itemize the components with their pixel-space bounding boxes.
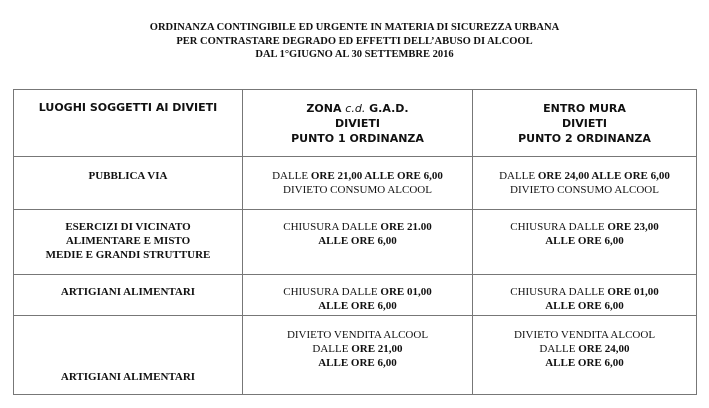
- document-title: [0, 21, 709, 62]
- cell-text: DIVIETO VENDITA ALCOOL: [513, 329, 656, 341]
- row-label: [14, 275, 243, 316]
- cell-text: CHIUSURA DALLE: [283, 221, 381, 233]
- title-line: ORDINANZA CONTINGIBILE ED URGENTE IN MATERIA DI SICUREZZA URBANA: [149, 22, 560, 33]
- header-zona-gad: [243, 90, 473, 157]
- zona-cell: [243, 157, 473, 210]
- zona-cell: [243, 275, 473, 316]
- cell-hours: ORE 21.00: [380, 221, 432, 233]
- cell-text: DALLE: [312, 343, 352, 355]
- cell-text: DALLE: [272, 170, 311, 182]
- table-row: [14, 316, 697, 395]
- title-line: PER CONTRASTARE DEGRADO ED EFFETTI DELL’ABUSO DI ALCOOL: [176, 35, 533, 47]
- header-text: ZONA: [306, 101, 346, 115]
- header-text: PUNTO 1 ORDINANZA: [291, 131, 424, 145]
- label-line: ARTIGIANI ALIMENTARI: [60, 371, 196, 383]
- label-line: ESERCIZI DI VICINATO: [65, 221, 191, 233]
- zona-cell: [243, 210, 473, 275]
- cell-hours: ORE 21,00: [351, 343, 403, 355]
- table-row: [14, 157, 697, 210]
- mura-cell: [473, 316, 697, 395]
- label-line: ALIMENTARE E MISTO: [65, 235, 191, 247]
- title-line: DAL 1°GIUGNO AL 30 SETTEMBRE 2016: [255, 49, 454, 60]
- table-row: [14, 275, 697, 316]
- cell-hours: ORE 01,00: [380, 286, 432, 298]
- header-luoghi: LUOGHI SOGGETTI AI DIVIETI: [14, 90, 243, 157]
- header-text: PUNTO 2 ORDINANZA: [518, 131, 651, 145]
- mura-cell: [473, 210, 697, 275]
- cell-hours: ALLE ORE 6,00: [318, 235, 397, 247]
- mura-cell: [473, 275, 697, 316]
- label-line: PUBBLICA VIA: [88, 170, 168, 182]
- header-text: DIVIETI: [562, 116, 607, 130]
- cell-hours: ALLE ORE 6,00: [545, 300, 624, 312]
- header-text: DIVIETI: [335, 116, 380, 130]
- cell-hours: ORE 24,00 ALLE ORE 6,00: [537, 170, 670, 182]
- cell-text: DIVIETO CONSUMO ALCOOL: [510, 184, 659, 196]
- row-label: [14, 157, 243, 210]
- zona-cell: [243, 316, 473, 395]
- cell-text: CHIUSURA DALLE: [510, 286, 608, 298]
- header-text: c.d.: [345, 101, 366, 115]
- table-row: [14, 210, 697, 275]
- header-entro-mura: [473, 90, 697, 157]
- cell-text: CHIUSURA DALLE: [510, 221, 608, 233]
- row-label: [14, 316, 243, 395]
- cell-text: DIVIETO CONSUMO ALCOOL: [283, 184, 432, 196]
- cell-hours: ALLE ORE 6,00: [318, 357, 397, 369]
- cell-hours: ORE 24,00: [578, 343, 630, 355]
- label-line: MEDIE E GRANDI STRUTTURE: [45, 249, 211, 261]
- cell-hours: ORE 23,00: [607, 221, 659, 233]
- mura-cell: [473, 157, 697, 210]
- cell-hours: ORE 21,00 ALLE ORE 6,00: [310, 170, 443, 182]
- label-line: ARTIGIANI ALIMENTARI: [60, 286, 196, 298]
- cell-hours: ALLE ORE 6,00: [545, 235, 624, 247]
- cell-text: DIVIETO VENDITA ALCOOL: [286, 329, 429, 341]
- cell-text: CHIUSURA DALLE: [283, 286, 381, 298]
- restrictions-table: [13, 89, 697, 395]
- header-text: G.A.D.: [365, 101, 409, 115]
- cell-hours: ORE 01,00: [607, 286, 659, 298]
- cell-hours: ALLE ORE 6,00: [318, 300, 397, 312]
- cell-text: DALLE: [539, 343, 579, 355]
- header-text: ENTRO MURA: [543, 101, 626, 115]
- row-label: [14, 210, 243, 275]
- table-header-row: [14, 90, 697, 157]
- cell-text: DALLE: [499, 170, 538, 182]
- cell-hours: ALLE ORE 6,00: [545, 357, 624, 369]
